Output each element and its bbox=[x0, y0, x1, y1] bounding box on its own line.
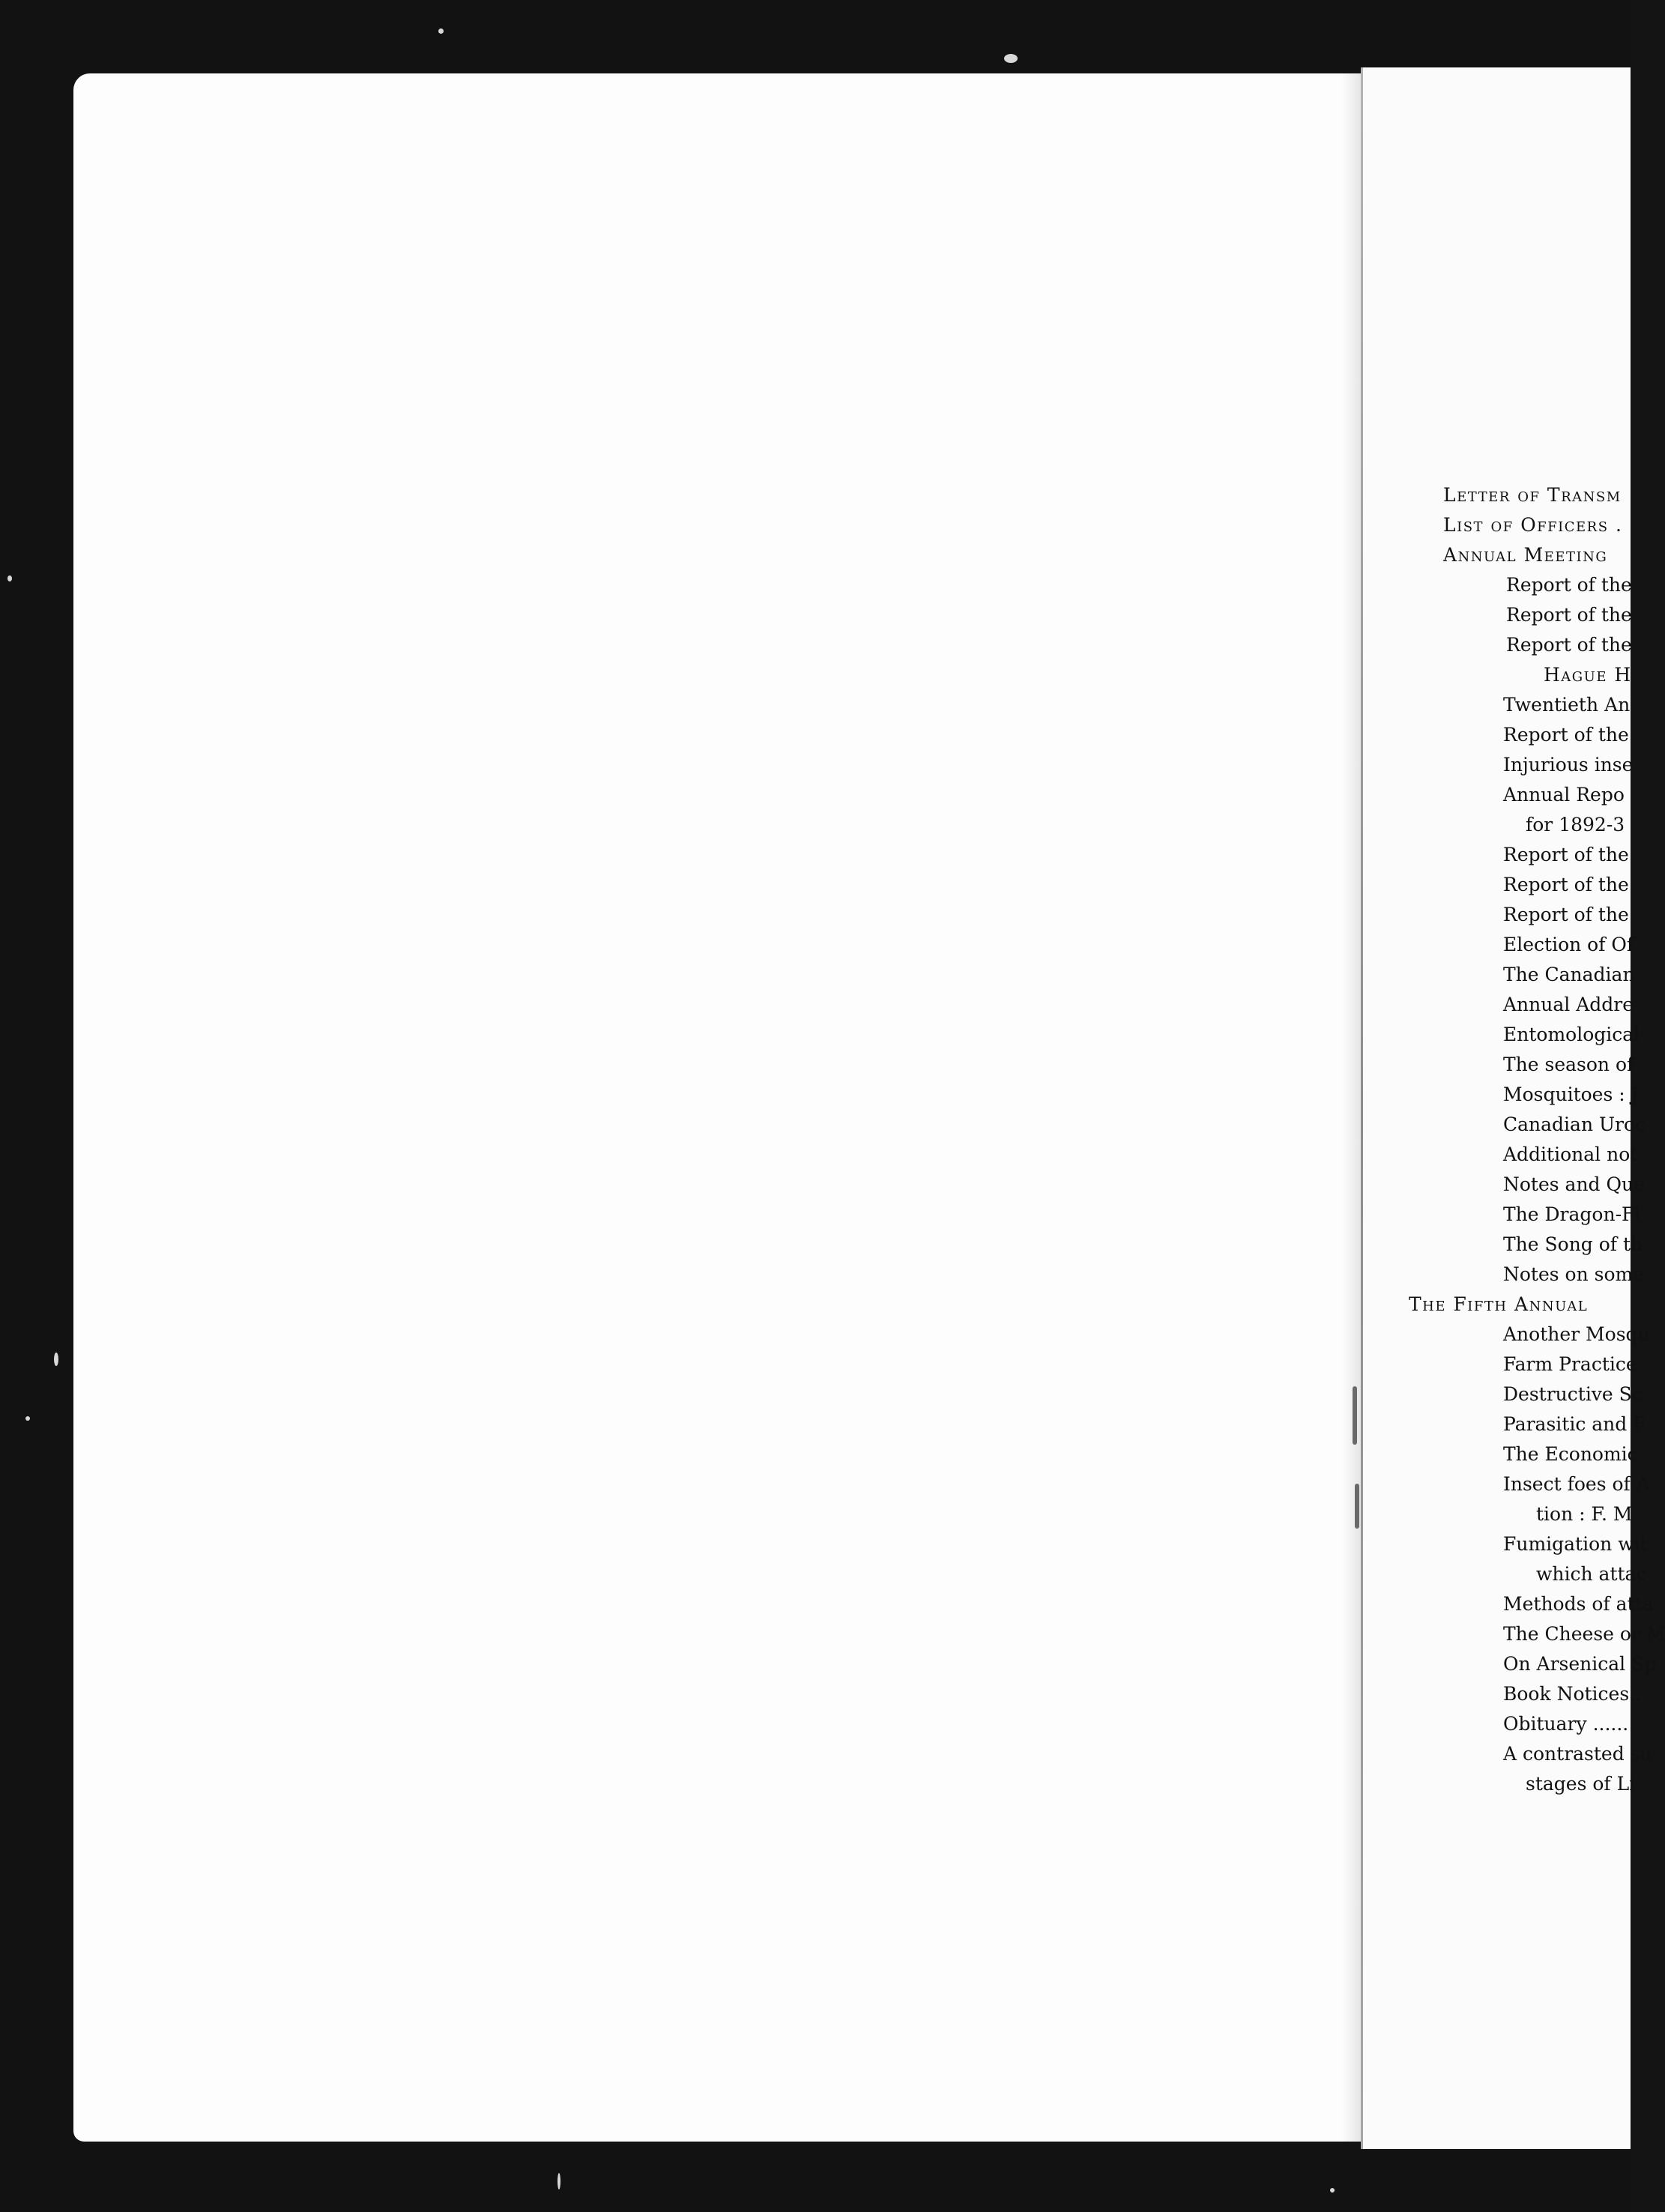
toc-entry: tion : F. M bbox=[1536, 1503, 1633, 1525]
toc-entry: Entomological bbox=[1503, 1024, 1640, 1045]
toc-entry: Additional not bbox=[1503, 1143, 1638, 1165]
left-blank-page bbox=[73, 73, 1361, 2142]
dust-speck bbox=[7, 575, 12, 581]
toc-entry: Injurious inse bbox=[1503, 754, 1634, 776]
toc-entry: Report of the bbox=[1503, 874, 1629, 895]
toc-entry: List of Officers . bbox=[1443, 514, 1623, 536]
toc-entry: Canadian Uroc bbox=[1503, 1113, 1646, 1135]
right-page bbox=[1361, 67, 1634, 2149]
toc-entry: Destructive Sc bbox=[1503, 1383, 1643, 1405]
toc-entry: Book Notices.. bbox=[1503, 1683, 1642, 1705]
toc-entry: Annual Addre bbox=[1503, 994, 1634, 1015]
toc-entry: Insect foes of A bbox=[1503, 1473, 1650, 1495]
toc-entry: Mosquitoes : J bbox=[1503, 1084, 1639, 1105]
dust-speck bbox=[1330, 2188, 1335, 2193]
toc-entry: Fumigation wit bbox=[1503, 1533, 1648, 1555]
toc-entry: Obituary ...... bbox=[1503, 1713, 1629, 1735]
toc-entry: The Economic bbox=[1503, 1443, 1638, 1465]
toc-entry: Annual Meeting bbox=[1443, 544, 1608, 566]
toc-entry: Methods of atta bbox=[1503, 1593, 1654, 1615]
toc-entry: The Fifth Annual bbox=[1409, 1293, 1589, 1315]
dust-speck bbox=[557, 2173, 560, 2190]
toc-entry: Hague H bbox=[1544, 664, 1632, 686]
toc-entry: Election of Of bbox=[1503, 934, 1634, 955]
toc-entry: Twentieth An bbox=[1503, 694, 1631, 716]
toc-entry: Notes on some bbox=[1503, 1263, 1645, 1285]
toc-entry: stages of Li bbox=[1526, 1773, 1636, 1795]
dust-speck bbox=[438, 28, 444, 34]
binding-thread-mark bbox=[1353, 1386, 1357, 1445]
toc-entry: Notes and Que bbox=[1503, 1173, 1645, 1195]
toc-entry: Annual Repo bbox=[1503, 784, 1625, 806]
toc-entry: Report of the bbox=[1503, 904, 1629, 925]
binding-thread-mark bbox=[1355, 1484, 1359, 1529]
toc-entry: Letter of Transm bbox=[1443, 484, 1622, 506]
toc-entry: Farm Practice bbox=[1503, 1353, 1637, 1375]
toc-entry: Report of the bbox=[1506, 574, 1632, 596]
toc-entry: which attac bbox=[1536, 1563, 1647, 1585]
toc-entry: The season of bbox=[1503, 1054, 1634, 1075]
dust-speck bbox=[54, 1353, 58, 1366]
toc-entry: for 1892-3 bbox=[1526, 814, 1625, 835]
toc-entry: A contrasted su bbox=[1503, 1743, 1652, 1765]
page-gutter bbox=[1361, 67, 1363, 2149]
toc-entry: Report of the bbox=[1503, 844, 1629, 865]
toc-entry: The Dragon-Fl bbox=[1503, 1203, 1641, 1225]
toc-entry: Report of the bbox=[1506, 634, 1632, 656]
toc-entry: On Arsenical Sp bbox=[1503, 1653, 1657, 1675]
toc-entry: Report of the bbox=[1506, 604, 1632, 626]
toc-entry: The Song of th bbox=[1503, 1233, 1643, 1255]
toc-entry: Parasitic and F bbox=[1503, 1413, 1646, 1435]
toc-entry: Another Mosqu bbox=[1503, 1323, 1650, 1345]
dust-speck bbox=[1004, 54, 1018, 63]
gutter-shadow bbox=[1341, 73, 1361, 2142]
toc-entry: Report of the bbox=[1503, 724, 1629, 746]
toc-entry: The Canadian bbox=[1503, 964, 1635, 985]
toc-entry: The Cheese or M bbox=[1503, 1623, 1665, 1645]
dust-speck bbox=[25, 1416, 30, 1421]
